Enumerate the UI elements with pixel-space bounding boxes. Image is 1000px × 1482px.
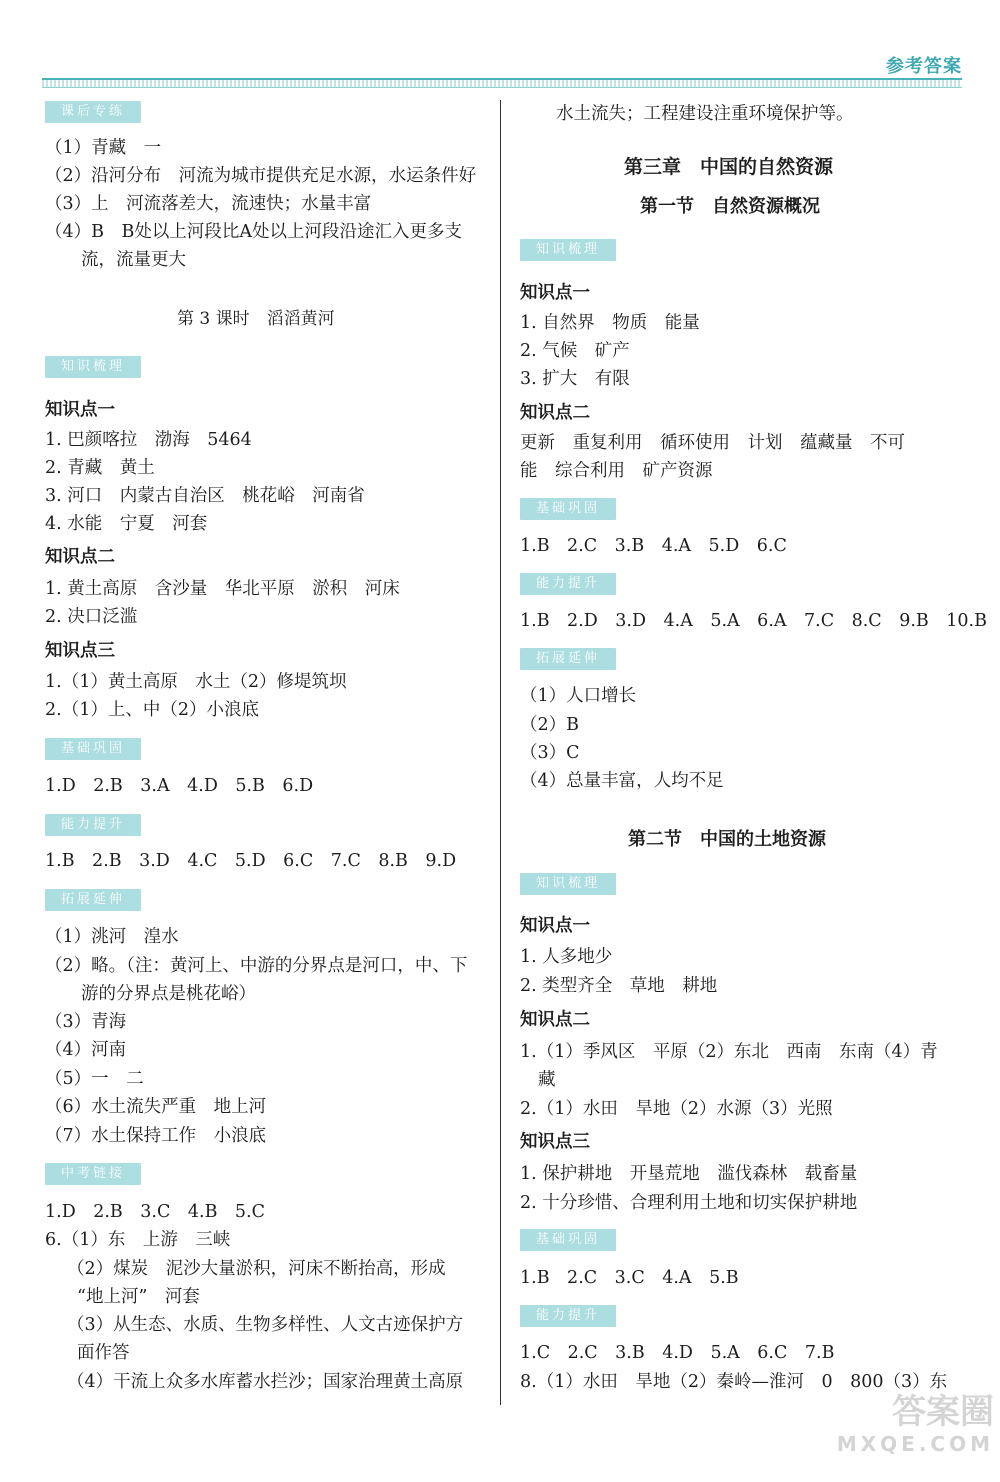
- section-tag-zhi-shi: 知识梳理: [45, 356, 141, 378]
- section-tag-tuo-zhan: 拓展延伸: [520, 648, 616, 670]
- knowledge-point-heading: 知识点一: [520, 916, 590, 936]
- answer-line: 2. 青藏 黄土: [45, 458, 155, 478]
- answer-line: 1.B 2.C 3.C 4.A 5.B: [520, 1268, 739, 1288]
- answer-line: 2. 决口泛滥: [45, 607, 138, 627]
- answer-line: “地上河” 河套: [77, 1287, 200, 1307]
- knowledge-point-heading: 知识点一: [45, 400, 115, 420]
- answer-line: 1.D 2.B 3.C 4.B 5.C: [45, 1202, 266, 1222]
- section-tag-ji-chu: 基础巩固: [520, 1229, 616, 1251]
- answer-line: （3）上 河流落差大，流速快；水量丰富: [45, 194, 372, 214]
- answer-line: 1.D 2.B 3.A 4.D 5.B 6.D: [45, 776, 314, 796]
- header-title: 参考答案: [886, 56, 962, 77]
- answer-line: 1.（1）季风区 平原（2）东北 西南 东南（4）青: [520, 1042, 938, 1062]
- answer-line: 游的分界点是桃花峪）: [81, 984, 256, 1004]
- answer-line: 1. 巴颜喀拉 渤海 5464: [45, 430, 252, 450]
- section-tag-zhi-shi: 知识梳理: [520, 239, 616, 261]
- knowledge-point-heading: 知识点一: [520, 283, 590, 303]
- answer-line: （3）青海: [45, 1012, 127, 1032]
- section-title: 第一节 自然资源概况: [640, 196, 820, 217]
- section-tag-zhong-kao: 中考链接: [45, 1163, 141, 1185]
- answer-line: 2. 类型齐全 草地 耕地: [520, 976, 718, 996]
- answer-line: 4. 水能 宁夏 河套: [45, 514, 208, 534]
- knowledge-point-heading: 知识点三: [520, 1132, 590, 1152]
- answer-line: 2. 气候 矿产: [520, 341, 630, 361]
- section-title: 第二节 中国的土地资源: [628, 829, 826, 850]
- answer-line: 2. 十分珍惜、合理利用土地和切实保护耕地: [520, 1193, 858, 1213]
- watermark-sub-text: MXQE.COM: [836, 1432, 994, 1456]
- answer-line: （4）干流上众多水库蓄水拦沙；国家治理黄土高原: [67, 1372, 464, 1392]
- answer-line: 能 综合利用 矿产资源: [520, 461, 713, 481]
- header-rule: [42, 78, 962, 88]
- section-tag-ji-chu: 基础巩固: [45, 738, 141, 760]
- answer-line: （1）人口增长: [520, 686, 637, 706]
- answer-line: 1. 自然界 物质 能量: [520, 313, 700, 333]
- answer-line: 2.（1）上、中（2）小浪底: [45, 700, 259, 720]
- section-tag-neng-li: 能力提升: [520, 1305, 616, 1327]
- section-tag-neng-li: 能力提升: [520, 573, 616, 595]
- section-tag-tuo-zhan: 拓展延伸: [45, 889, 141, 911]
- answer-line: （4）河南: [45, 1040, 127, 1060]
- answer-line: 2.（1）水田 旱地（2）水源（3）光照: [520, 1099, 833, 1119]
- answer-line: 面作答: [77, 1343, 130, 1363]
- answer-line: （1）洮河 湟水: [45, 927, 179, 947]
- watermark-logo: [837, 1392, 994, 1456]
- answer-line: 1.B 2.C 3.B 4.A 5.D 6.C: [520, 536, 787, 556]
- answer-line: 1.B 2.D 3.D 4.A 5.A 6.A 7.C 8.C 9.B 10.B: [520, 611, 987, 631]
- answer-line: 流，流量更大: [81, 250, 186, 270]
- answer-line: （7）水土保持工作 小浪底: [45, 1126, 267, 1146]
- section-tag-neng-li: 能力提升: [45, 814, 141, 836]
- answer-line: 3. 河口 内蒙古自治区 桃花峪 河南省: [45, 486, 365, 506]
- section-tag-ji-chu: 基础巩固: [520, 498, 616, 520]
- chapter-title: 第三章 中国的自然资源: [624, 156, 834, 178]
- answer-line: （4）总量丰富，人均不足: [520, 771, 724, 791]
- answer-line: 1. 黄土高原 含沙量 华北平原 淤积 河床: [45, 579, 400, 599]
- answer-line: （6）水土流失严重 地上河: [45, 1097, 267, 1117]
- answer-line: 更新 重复利用 循环使用 计划 蕴藏量 不可: [520, 433, 905, 453]
- answer-line: 水土流失；工程建设注重环境保护等。: [556, 104, 854, 124]
- column-divider: [500, 100, 501, 1405]
- answer-line: （2）B: [520, 715, 579, 735]
- knowledge-point-heading: 知识点二: [520, 1010, 590, 1030]
- section-tag-zhi-shi: 知识梳理: [520, 873, 616, 895]
- answer-line: （3）C: [520, 743, 580, 763]
- answer-line: 3. 扩大 有限: [520, 369, 630, 389]
- answer-line: 1. 保护耕地 开垦荒地 滥伐森林 载畜量: [520, 1164, 858, 1184]
- knowledge-point-heading: 知识点三: [45, 641, 115, 661]
- answer-line: （4）B B处以上河段比A处以上河段沿途汇入更多支: [45, 222, 462, 242]
- knowledge-point-heading: 知识点二: [45, 547, 115, 567]
- lesson-title: 第 3 课时 滔滔黄河: [177, 309, 335, 329]
- answer-line: （2）略。（注：黄河上、中游的分界点是河口，中、下: [45, 956, 468, 976]
- section-tag-ke-hou: 课后专练: [45, 101, 141, 123]
- answer-line: 6.（1）东 上游 三峡: [45, 1230, 231, 1250]
- answer-line: 1.B 2.B 3.D 4.C 5.D 6.C 7.C 8.B 9.D: [45, 851, 457, 871]
- answer-line: （2）沿河分布 河流为城市提供充足水源，水运条件好: [45, 166, 477, 186]
- answer-line: 8.（1）水田 旱地（2）秦岭—淮河 0 800（3）东: [520, 1372, 948, 1392]
- answer-line: （5）一 二: [45, 1069, 144, 1089]
- answer-line: 1.（1）黄土高原 水土（2）修堤筑坝: [45, 672, 347, 692]
- knowledge-point-heading: 知识点二: [520, 403, 590, 423]
- answer-line: 1. 人多地少: [520, 947, 613, 967]
- watermark-main-text: 答案圈: [892, 1392, 994, 1432]
- answer-line: （2）煤炭 泥沙大量淤积，河床不断抬高，形成: [67, 1259, 446, 1279]
- answer-line: 藏: [538, 1070, 556, 1090]
- answer-line: 1.C 2.C 3.B 4.D 5.A 6.C 7.B: [520, 1343, 835, 1363]
- answer-line: （3）从生态、水质、生物多样性、人文古迹保护方: [67, 1315, 464, 1335]
- answer-line: （1）青藏 一: [45, 138, 162, 158]
